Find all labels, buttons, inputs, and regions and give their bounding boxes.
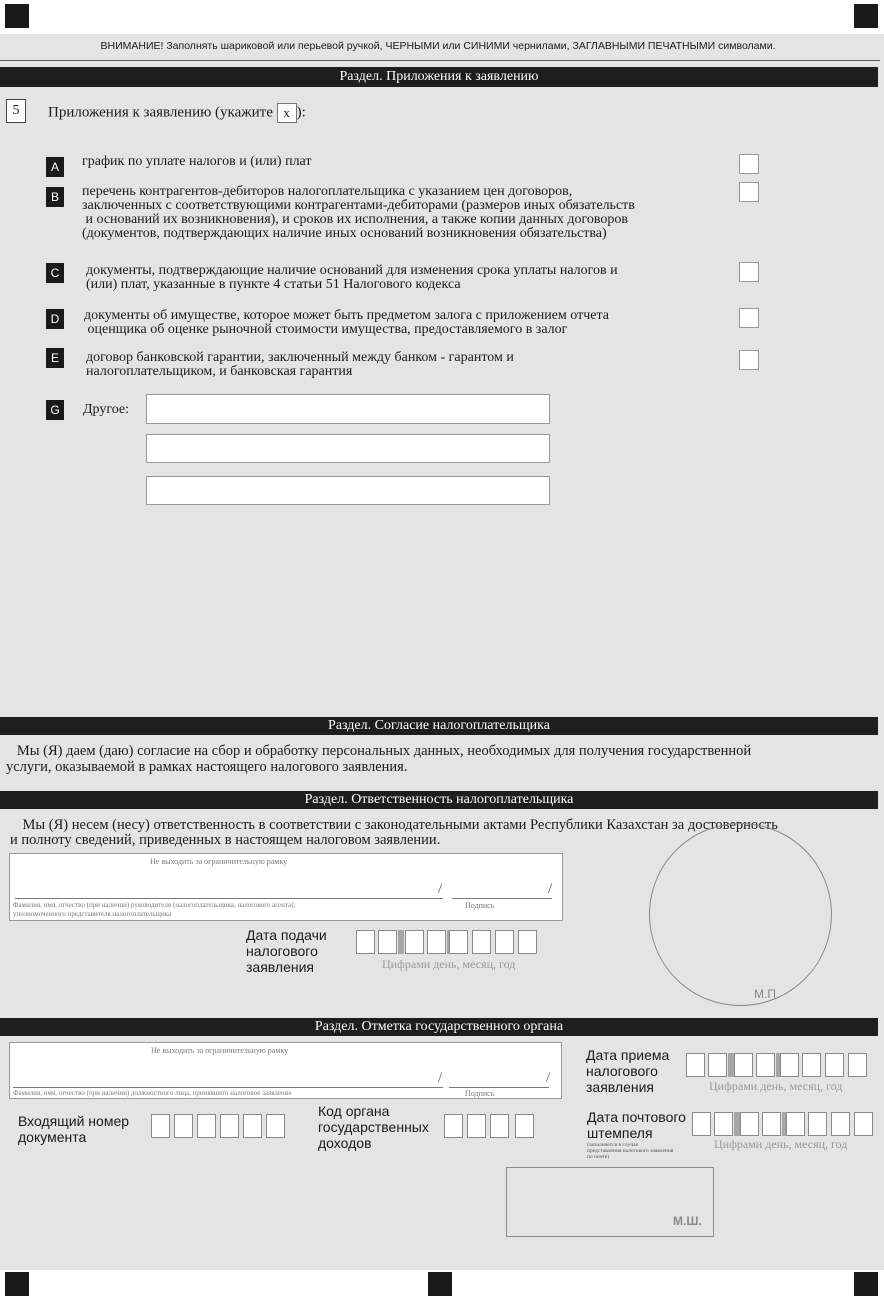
submission-date-label-3: заявления: [246, 959, 314, 975]
checkbox-item-b[interactable]: [739, 182, 759, 202]
incoming-number-label: [18, 1113, 129, 1145]
receipt-date-hint: Цифрами день, месяц, год: [709, 1079, 843, 1093]
date-cell[interactable]: [378, 930, 397, 954]
item-text-d: [84, 309, 609, 337]
submission-date-label-2: налогового: [246, 943, 318, 959]
number-cell[interactable]: [266, 1114, 285, 1138]
checkbox-item-d[interactable]: [739, 308, 759, 328]
taxpayer-slash-1: /: [438, 881, 443, 897]
postmark-date-hint: Цифрами день, месяц, год: [714, 1137, 848, 1151]
date-cell[interactable]: [740, 1112, 759, 1136]
item-letter-a: A: [46, 157, 64, 177]
date-cell[interactable]: [825, 1053, 844, 1077]
date-cell[interactable]: [356, 930, 375, 954]
taxpayer-signature-box[interactable]: [9, 853, 563, 921]
date-cell[interactable]: [708, 1053, 727, 1077]
checkbox-item-a[interactable]: [739, 154, 759, 174]
revenue-code-label-2: государственных: [318, 1119, 429, 1135]
item-letter-g: G: [46, 400, 64, 420]
item-c-line-2: (или) плат, указанные в пункте 4 статьи 51 Налогового кодекса: [86, 277, 461, 292]
registration-marker-bottom-right: [854, 1272, 878, 1296]
item-letter-c: C: [46, 263, 64, 283]
checkbox-item-c[interactable]: [739, 262, 759, 282]
receipt-date-label: [586, 1047, 669, 1095]
registration-marker-top-right: [854, 4, 878, 28]
other-input-3[interactable]: [146, 476, 550, 505]
date-cell[interactable]: [686, 1053, 705, 1077]
item-text-c: [86, 264, 618, 292]
date-cell[interactable]: [831, 1112, 850, 1136]
attachments-title-suffix: ):: [296, 104, 306, 121]
receipt-date-label-3: заявления: [586, 1079, 654, 1095]
date-cell[interactable]: [449, 930, 468, 954]
date-cell[interactable]: [802, 1053, 821, 1077]
section-number: 5: [6, 99, 26, 123]
date-cell[interactable]: [472, 930, 491, 954]
code-cell[interactable]: [444, 1114, 463, 1138]
officer-name-caption: Фамилия, имя, отчество (при наличии) должностного лица, принявшего налоговое заявление: [13, 1089, 292, 1097]
seal-circle: [649, 823, 832, 1006]
postmark-note-2: представления налогового заявления: [587, 1148, 674, 1154]
item-text-e: [86, 351, 514, 379]
date-cell[interactable]: [756, 1053, 775, 1077]
responsibility-line-1: Мы (Я) несем (несу) ответственность в соответствии с законодательными актами Республики Казахстан за достоверность: [8, 817, 778, 833]
fill-instructions: ВНИМАНИЕ! Заполнять шариковой или перьевой ручкой, ЧЕРНЫМИ или СИНИМИ чернилами, ЗАГЛАВНЫМИ ПЕЧАТНЫМИ символами.: [100, 40, 776, 52]
revenue-code-label: [318, 1103, 429, 1151]
receipt-date-label-1: Дата приема: [586, 1047, 670, 1063]
date-cell[interactable]: [518, 930, 537, 954]
item-d-line-2: оценщика об оценке рыночной стоимости имущества, предоставляемого в залог: [84, 322, 568, 337]
item-b-line-2: заключенных с соответствующими контрагентами-дебиторами (размеров иных обязательств: [82, 198, 635, 213]
item-text-a: [82, 155, 312, 169]
officer-signature-line: [449, 1087, 549, 1088]
code-cell[interactable]: [515, 1114, 534, 1138]
officer-box-note: Не выходить за ограничительную рамку: [151, 1046, 289, 1055]
revenue-code-label-3: доходов: [318, 1135, 372, 1151]
submission-date-label: [246, 927, 327, 975]
date-cell[interactable]: [854, 1112, 873, 1136]
item-e-line-2: налогоплательщиком, и банковская гарантия: [86, 364, 353, 379]
officer-signature-box[interactable]: [9, 1042, 562, 1099]
officer-signature-label: Подпись: [465, 1089, 495, 1098]
number-cell[interactable]: [174, 1114, 193, 1138]
officer-slash-1: /: [438, 1070, 443, 1086]
date-cell[interactable]: [762, 1112, 781, 1136]
revenue-code-label-1: Код органа: [318, 1103, 390, 1119]
office-stamp-box: [506, 1167, 714, 1237]
taxpayer-box-note: Не выходить за ограничительную рамку: [150, 857, 288, 866]
taxpayer-name-caption-1: Фамилия, имя, отчество (при наличии) руководителя (налогоплательщика, налогового агента),: [13, 901, 296, 909]
date-cell[interactable]: [786, 1112, 805, 1136]
taxpayer-name-caption-2: уполномоченного представителя налогоплательщика: [13, 910, 172, 918]
postmark-date-label-2: штемпеля: [587, 1125, 653, 1141]
item-c-line-1: документы, подтверждающие наличие оснований для изменения срока уплаты налогов и: [86, 263, 618, 278]
taxpayer-signature-label: Подпись: [465, 901, 495, 910]
date-cell[interactable]: [427, 930, 446, 954]
date-cell[interactable]: [405, 930, 424, 954]
item-d-line-1: документы об имуществе, которое может быть предметом залога с приложением отчета: [84, 308, 609, 323]
other-input-2[interactable]: [146, 434, 550, 463]
date-cell[interactable]: [734, 1053, 753, 1077]
item-a-line-1: график по уплате налогов и (или) плат: [82, 154, 312, 169]
postmark-note-1: (заполняется в случае: [587, 1142, 639, 1148]
item-text-b: [82, 185, 635, 241]
consent-line-1: Мы (Я) даем (даю) согласие на сбор и обработку персональных данных, необходимых для получения государственной: [6, 743, 752, 759]
incoming-number-label-1: Входящий номер: [18, 1113, 130, 1129]
taxpayer-slash-2: /: [548, 881, 553, 897]
taxpayer-name-line: [15, 898, 443, 899]
number-cell[interactable]: [197, 1114, 216, 1138]
date-cell[interactable]: [692, 1112, 711, 1136]
date-cell[interactable]: [495, 930, 514, 954]
attachments-title: [48, 103, 306, 123]
section-header-responsibility: Раздел. Ответственность налогоплательщика: [0, 791, 878, 809]
checkbox-item-e[interactable]: [739, 350, 759, 370]
code-cell[interactable]: [467, 1114, 486, 1138]
section-header-attachments: Раздел. Приложения к заявлению: [0, 67, 878, 87]
responsibility-line-2: и полноту сведений, приведенных в настоящем налоговом заявлении.: [10, 832, 441, 848]
top-margin: [0, 0, 884, 34]
registration-marker-bottom-center: [428, 1272, 452, 1296]
date-separator: [398, 930, 404, 954]
example-mark-box: x: [277, 103, 297, 123]
number-cell[interactable]: [151, 1114, 170, 1138]
postmark-date-label: [587, 1109, 686, 1141]
item-letter-d: D: [46, 309, 64, 329]
postmark-note: [587, 1142, 673, 1160]
section-header-consent: Раздел. Согласие налогоплательщика: [0, 717, 878, 735]
incoming-number-label-2: документа: [18, 1129, 87, 1145]
code-cell[interactable]: [490, 1114, 509, 1138]
date-cell[interactable]: [808, 1112, 827, 1136]
other-label: Другое:: [83, 402, 130, 417]
office-stamp-label: М.Ш.: [673, 1214, 702, 1228]
officer-slash-2: /: [546, 1070, 551, 1086]
number-cell[interactable]: [243, 1114, 262, 1138]
header-rule: [0, 60, 880, 61]
postmark-date-label-1: Дата почтового: [587, 1109, 686, 1125]
date-cell[interactable]: [848, 1053, 867, 1077]
item-letter-e: E: [46, 348, 64, 368]
item-b-line-1: перечень контрагентов-дебиторов налогоплательщика с указанием цен договоров,: [82, 184, 573, 199]
section-header-authority: Раздел. Отметка государственного органа: [0, 1018, 878, 1036]
date-cell[interactable]: [780, 1053, 799, 1077]
postmark-note-3: по почте): [587, 1154, 610, 1160]
submission-date-label-1: Дата подачи: [246, 927, 327, 943]
item-b-line-4: (документов, подтверждающих наличие иных оснований возникновения обязательства): [82, 226, 607, 241]
date-cell[interactable]: [714, 1112, 733, 1136]
attachments-title-text: Приложения к заявлению (укажите: [48, 104, 273, 121]
item-e-line-1: договор банковской гарантии, заключенный между банком - гарантом и: [86, 350, 514, 365]
submission-date-hint: Цифрами день, месяц, год: [382, 957, 516, 971]
item-letter-b: B: [46, 187, 64, 207]
number-cell[interactable]: [220, 1114, 239, 1138]
consent-line-2: услуги, оказываемой в рамках настоящего налогового заявления.: [6, 759, 408, 775]
registration-marker-bottom-left: [5, 1272, 29, 1296]
taxpayer-signature-line: [452, 898, 552, 899]
registration-marker-top-left: [5, 4, 29, 28]
officer-name-line: [13, 1087, 443, 1088]
seal-label: М.П.: [754, 987, 780, 1001]
receipt-date-label-2: налогового: [586, 1063, 658, 1079]
other-input-1[interactable]: [146, 394, 550, 424]
item-b-line-3: и оснований их возникновения), и сроков их исполнения, а также копии данных договоров: [82, 212, 628, 227]
